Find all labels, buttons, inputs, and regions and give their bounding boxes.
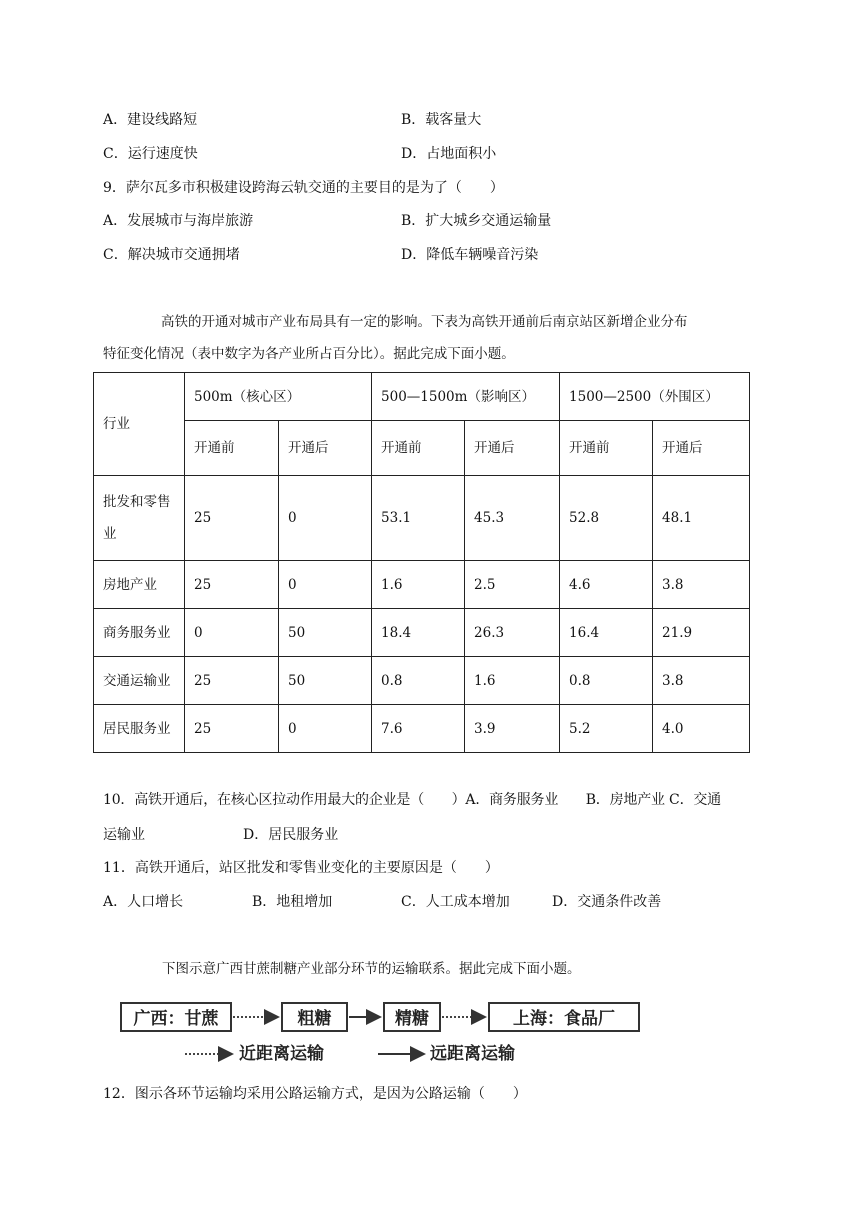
industry-distribution-table <box>93 372 750 753</box>
q9-option-d: D．降低车辆噪音污染 <box>401 247 539 263</box>
q10-line1: 10．高铁开通后，在核心区拉动作用最大的企业是（ ）A．商务服务业 B．房地产业 C．交通 <box>103 792 721 808</box>
table-cell: 16.4 <box>560 609 653 657</box>
table-row <box>94 705 750 753</box>
q8-option-b: B．载客量大 <box>401 112 482 128</box>
table-cell: 25 <box>185 561 279 609</box>
table-cell: 1.6 <box>465 657 560 705</box>
table-row <box>94 561 750 609</box>
q8-option-a: A．建设线路短 <box>103 112 198 128</box>
node-shanghai-food-factory: 上海：食品厂 <box>488 1002 640 1032</box>
table-intro-line2: 特征变化情况（表中数字为各产业所占百分比）。据此完成下面小题。 <box>103 346 515 362</box>
q10-line2: 运输业 D．居民服务业 <box>103 827 339 843</box>
node-raw-sugar: 粗糖 <box>281 1002 348 1032</box>
table-cell: 3.8 <box>653 561 750 609</box>
node-guangxi-sugarcane: 广西：甘蔗 <box>120 1002 232 1032</box>
diagram-intro: 下图示意广西甘蔗制糖产业部分环节的运输联系。据此完成下面小题。 <box>162 961 581 977</box>
row-label: 交通运输业 <box>94 657 185 705</box>
q11-option-d: D．交通条件改善 <box>552 894 662 910</box>
table-cell: 53.1 <box>372 476 465 561</box>
table-cell: 50 <box>279 657 372 705</box>
table-cell: 3.8 <box>653 657 750 705</box>
table-cell: 1.6 <box>372 561 465 609</box>
table-cell: 18.4 <box>372 609 465 657</box>
q9-option-a: A．发展城市与海岸旅游 <box>103 213 254 229</box>
zone-core-header: 500m（核心区） <box>185 373 372 421</box>
table-cell: 26.3 <box>465 609 560 657</box>
table-cell: 0 <box>279 705 372 753</box>
legend-far-label: 远距离运输 <box>430 1044 515 1064</box>
sugar-transport-diagram <box>118 998 648 1072</box>
sub-header: 开通后 <box>465 421 560 476</box>
row-label: 批发和零售 业 <box>94 476 185 561</box>
table-row <box>94 609 750 657</box>
row-label: 商务服务业 <box>94 609 185 657</box>
table-cell: 7.6 <box>372 705 465 753</box>
table-cell: 3.9 <box>465 705 560 753</box>
table-cell: 48.1 <box>653 476 750 561</box>
diagram-arrows <box>118 998 648 1072</box>
q12-stem: 12．图示各环节运输均采用公路运输方式，是因为公路运输（ ） <box>103 1086 527 1102</box>
table-cell: 0.8 <box>372 657 465 705</box>
table-intro-paragraph <box>103 306 758 370</box>
q8-option-d: D．占地面积小 <box>401 146 497 162</box>
table-cell: 25 <box>185 476 279 561</box>
table-cell: 4.6 <box>560 561 653 609</box>
table-cell: 2.5 <box>465 561 560 609</box>
table-cell: 5.2 <box>560 705 653 753</box>
sub-header: 开通前 <box>560 421 653 476</box>
table-cell: 50 <box>279 609 372 657</box>
q11-option-b: B．地租增加 <box>252 894 333 910</box>
table-cell: 0 <box>279 476 372 561</box>
q8-option-c: C．运行速度快 <box>103 146 198 162</box>
q9-stem: 9．萨尔瓦多市积极建设跨海云轨交通的主要目的是为了（ ） <box>103 180 504 196</box>
zone-influence-header: 500—1500m（影响区） <box>372 373 560 421</box>
table-intro-line1: 高铁的开通对城市产业布局具有一定的影响。下表为高铁开通前后南京站区新增企业分布 <box>161 314 688 330</box>
table-cell: 45.3 <box>465 476 560 561</box>
table-cell: 25 <box>185 705 279 753</box>
row-label: 居民服务业 <box>94 705 185 753</box>
table-cell: 0.8 <box>560 657 653 705</box>
row-label: 房地产业 <box>94 561 185 609</box>
table-cell: 52.8 <box>560 476 653 561</box>
legend-near-label: 近距离运输 <box>239 1044 324 1064</box>
row-header-cell: 行业 <box>94 373 185 476</box>
sub-header: 开通前 <box>372 421 465 476</box>
node-refined-sugar: 精糖 <box>383 1002 441 1032</box>
table-cell: 0 <box>279 561 372 609</box>
sub-header: 开通前 <box>185 421 279 476</box>
q11-stem: 11．高铁开通后，站区批发和零售业变化的主要原因是（ ） <box>103 860 499 876</box>
table-cell: 0 <box>185 609 279 657</box>
table-row <box>94 657 750 705</box>
table-cell: 21.9 <box>653 609 750 657</box>
q9-option-c: C．解决城市交通拥堵 <box>103 247 240 263</box>
q11-option-a: A．人口增长 <box>103 894 184 910</box>
q9-option-b: B．扩大城乡交通运输量 <box>401 213 552 229</box>
table-cell: 4.0 <box>653 705 750 753</box>
zone-outer-header: 1500—2500（外围区） <box>560 373 750 421</box>
table-cell: 25 <box>185 657 279 705</box>
q11-option-c: C．人工成本增加 <box>401 894 510 910</box>
sub-header: 开通后 <box>279 421 372 476</box>
sub-header: 开通后 <box>653 421 750 476</box>
table-row <box>94 476 750 561</box>
